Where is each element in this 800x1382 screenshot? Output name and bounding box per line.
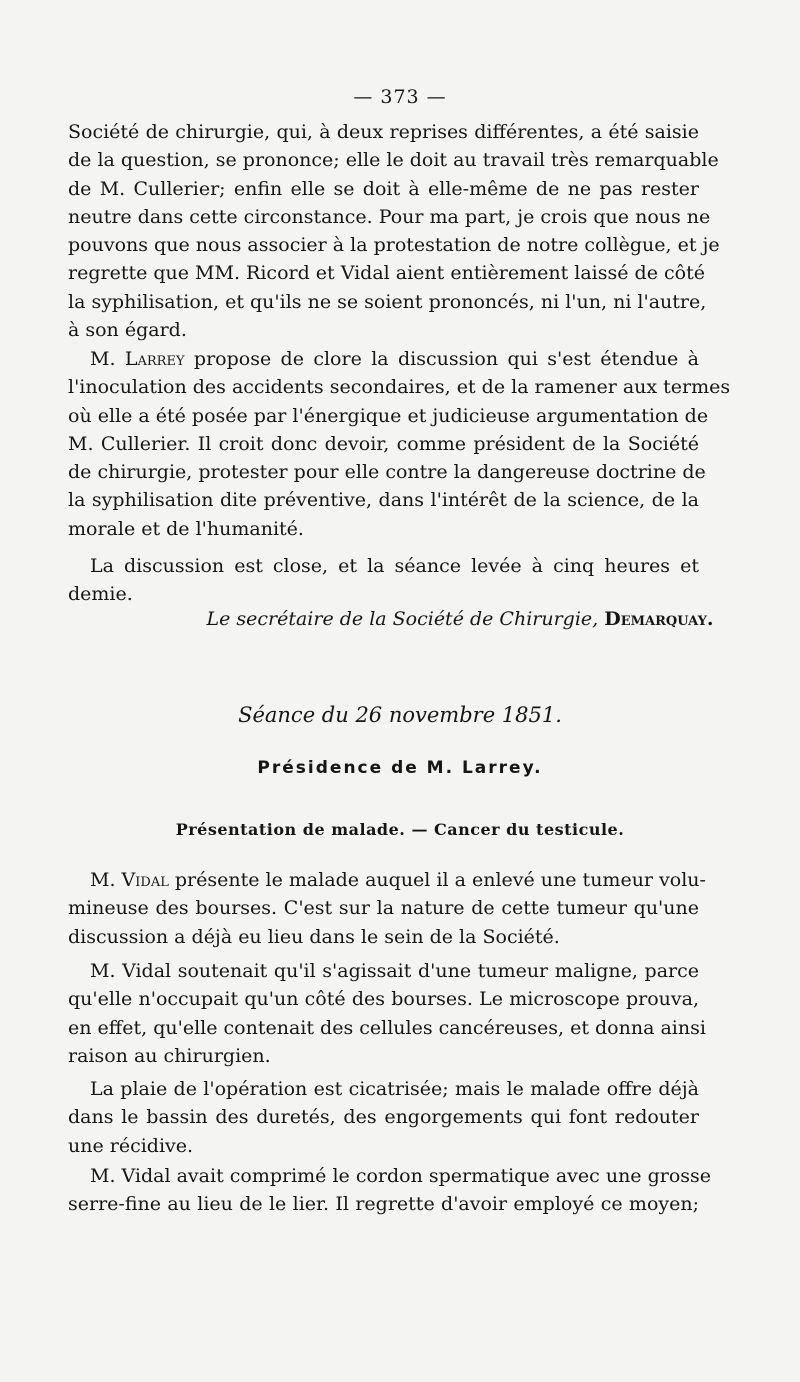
secretary-signature xyxy=(0,608,800,630)
text-line: une récidive. xyxy=(68,1134,194,1157)
text-line xyxy=(68,345,699,373)
text-line: morale et de l'humanité. xyxy=(68,517,304,540)
text-line: de la question, se prononce; elle le doit au travail très remarquable xyxy=(68,149,719,172)
text-line: de M. Cullerier; enfin elle se doit à elle-même de ne pas rester xyxy=(68,177,699,200)
text-line: pouvons que nous associer à la protestation de notre collègue, et je xyxy=(68,234,720,257)
section-subheading: Présentation de malade. — Cancer du testicule. xyxy=(175,820,625,839)
text-line: à son égard. xyxy=(68,319,187,342)
text-line: la syphilisation dite préventive, dans l'intérêt de la science, de la xyxy=(68,489,699,512)
text-line: M. Cullerier. Il croit donc devoir, comme président de la Société xyxy=(68,432,699,455)
paragraph-continuation xyxy=(68,118,720,344)
text-line xyxy=(68,866,706,894)
session-heading: Séance du 26 novembre 1851. xyxy=(238,703,562,727)
text-line: en effet, qu'elle contenait des cellules cancéreuses, et donna ainsi xyxy=(68,1016,706,1039)
signature-name: Demarquay. xyxy=(604,608,714,630)
text-line: neutre dans cette circonstance. Pour ma part, je crois que nous ne xyxy=(68,205,711,228)
speaker-prefix: M. xyxy=(90,348,125,370)
paragraph-larrey xyxy=(68,345,731,543)
text-line: discussion a déjà eu lieu dans le sein de la Société. xyxy=(68,925,560,948)
text-line: Société de chirurgie, qui, à deux reprises différentes, a été saisie xyxy=(68,121,699,143)
text-fragment: propose de clore la discussion qui s'est étendue à xyxy=(184,348,699,370)
text-line: dans le bassin des duretés, des engorgements qui font redouter xyxy=(68,1106,699,1129)
text-line: la syphilisation, et qu'ils ne se soient prononcés, ni l'un, ni l'autre, xyxy=(68,290,707,313)
text-line: serre-fine au lieu de le lier. Il regrette d'avoir employé ce moyen; xyxy=(68,1193,699,1216)
page-number: — 373 — xyxy=(353,86,447,108)
paragraph-cord xyxy=(68,1162,712,1219)
speaker-name: Larrey xyxy=(124,348,185,370)
text-line: demie. xyxy=(68,583,133,606)
paragraph-tumor xyxy=(68,957,706,1070)
presidency-heading: Présidence de M. Larrey. xyxy=(257,758,543,778)
text-line: M. Vidal soutenait qu'il s'agissait d'une tumeur maligne, parce xyxy=(90,960,699,982)
text-line: qu'elle n'occupait qu'un côté des bourses. Le microscope prouva, xyxy=(68,988,699,1011)
text-line: mineuse des bourses. C'est sur la nature de cette tumeur qu'une xyxy=(68,897,699,920)
text-line: La discussion est close, et la séance levée à cinq heures et xyxy=(90,555,699,577)
text-line: raison au chirurgien. xyxy=(68,1044,271,1067)
text-line: l'inoculation des accidents secondaires, et de la ramener aux termes xyxy=(68,376,731,399)
text-line: de chirurgie, protester pour elle contre la dangereuse doctrine de xyxy=(68,461,706,484)
speaker-prefix: M. xyxy=(90,869,122,891)
signature-text: Le secrétaire de la Société de Chirurgie, xyxy=(206,608,605,630)
speaker-name: Vidal xyxy=(121,869,169,891)
paragraph-vidal xyxy=(68,866,706,951)
text-line: regrette que MM. Ricord et Vidal aient entièrement laissé de côté xyxy=(68,262,705,285)
text-line: La plaie de l'opération est cicatrisée; mais le malade offre déjà xyxy=(90,1078,699,1100)
text-line: M. Vidal avait comprimé le cordon spermatique avec une grosse xyxy=(90,1165,712,1187)
paragraph-wound xyxy=(68,1075,699,1160)
text-fragment: présente le malade auquel il a enlevé une tumeur volu- xyxy=(168,869,706,891)
text-line: où elle a été posée par l'énergique et judicieuse argumentation de xyxy=(68,404,709,427)
paragraph-closing xyxy=(68,552,699,609)
